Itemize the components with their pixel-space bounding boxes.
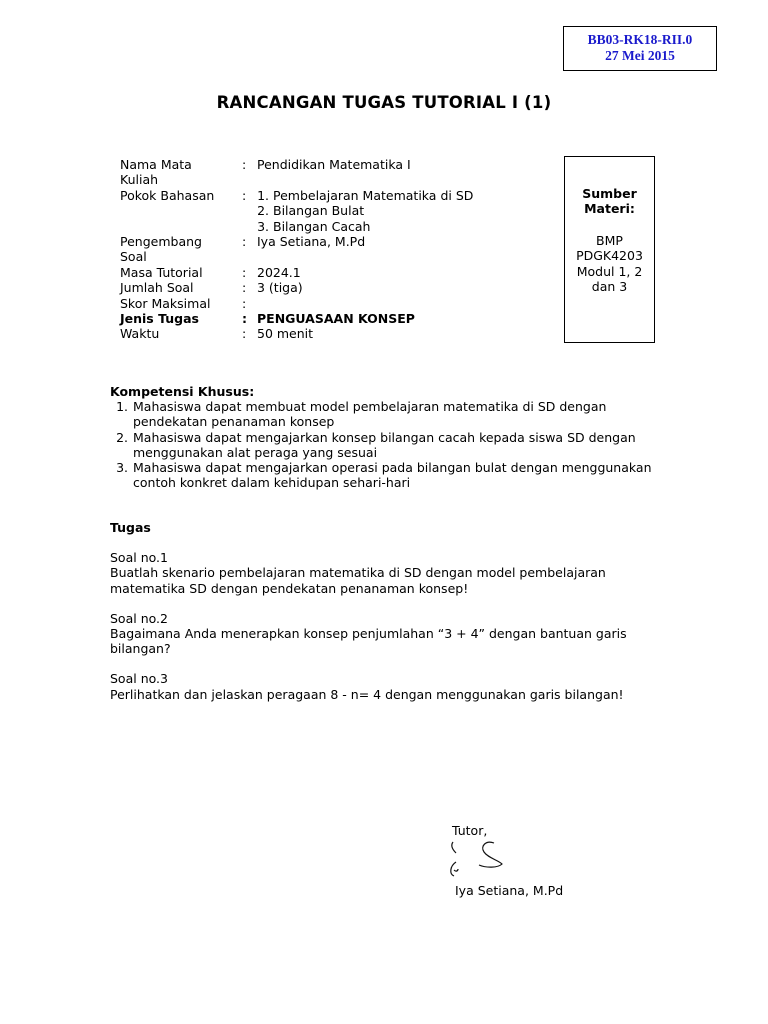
info-value-task-type: PENGUASAAN KONSEP: [257, 311, 415, 327]
info-colon: :: [242, 326, 247, 342]
signature-icon: [446, 838, 510, 880]
info-value-course: Pendidikan Matematika I: [257, 157, 411, 172]
question-text: Buatlah skenario pembelajaran matematika di SD dengan model pembelajaran matematika SD dengan pendekatan penanaman konsep!: [110, 565, 606, 596]
page-title: RANCANGAN TUGAS TUTORIAL I (1): [216, 93, 552, 112]
competency-heading: Kompetensi Khusus:: [110, 384, 255, 399]
info-colon: :: [242, 157, 247, 172]
info-value-developer: Iya Setiana, M.Pd: [257, 234, 366, 250]
info-label: Pengembang: [120, 234, 202, 250]
info-row-skor-maksimal: [120, 296, 560, 311]
info-colon: :: [242, 280, 247, 296]
topic-item: 1. Pembelajaran Matematika di SD: [273, 188, 560, 203]
question-label: Soal no.1: [110, 550, 168, 566]
document-code-box: [563, 26, 717, 71]
info-colon: :: [242, 295, 247, 311]
competency-item: 1. Mahasiswa dapat membuat model pembelajaran matematika di SD dengan pendekatan penanaman konsep: [132, 399, 670, 429]
task-heading: Tugas: [110, 520, 151, 535]
question-text: Perlihatkan dan jelaskan peragaan 8 - n= 4 dengan menggunakan garis bilangan!: [110, 686, 624, 702]
question-text: Bagaimana Anda menerapkan konsep penjumlahan “3 + 4” dengan bantuan garis bilangan?: [110, 626, 627, 657]
info-row-pengembang-soal: [120, 234, 560, 265]
tutor-name: Iya Setiana, M.Pd: [455, 883, 564, 898]
task-section: [110, 520, 670, 702]
source-line: PDGK4203: [576, 248, 643, 264]
info-row-jenis-tugas: [120, 311, 560, 326]
info-value-question-count: 3 (tiga): [257, 280, 303, 296]
info-label: Jumlah Soal: [120, 280, 194, 296]
source-heading: Materi:: [584, 201, 635, 217]
course-info-table: [120, 157, 560, 342]
info-label: Skor Maksimal: [120, 295, 211, 311]
info-row-jumlah-soal: [120, 280, 560, 295]
competency-item: 2. Mahasiswa dapat mengajarkan konsep bilangan cacah kepada siswa SD dengan menggunakan alat peraga yang sesuai: [132, 430, 670, 460]
source-line: dan 3: [591, 279, 628, 295]
source-material-box: [564, 156, 655, 343]
info-label: Masa Tutorial: [120, 264, 203, 280]
info-row-masa-tutorial: [120, 265, 560, 280]
info-colon: :: [242, 234, 247, 250]
document-date: 27 Mei 2015: [605, 48, 675, 63]
question-label: Soal no.2: [110, 610, 168, 626]
info-row-nama-mata-kuliah: [120, 157, 560, 188]
question-label: Soal no.3: [110, 671, 168, 687]
competency-item: 3. Mahasiswa dapat mengajarkan operasi pada bilangan bulat dengan menggunakan contoh konkret dalam kehidupan sehari-hari: [132, 460, 670, 490]
info-label: Pokok Bahasan: [120, 187, 215, 203]
info-colon: :: [242, 311, 247, 327]
tutor-label: Tutor,: [452, 823, 488, 838]
info-colon: :: [242, 264, 247, 280]
topic-item: 3. Bilangan Cacah: [273, 219, 560, 234]
info-label: Soal: [120, 249, 147, 265]
info-row-pokok-bahasan: [120, 188, 560, 234]
info-label: Waktu: [120, 326, 160, 342]
info-value-period: 2024.1: [257, 264, 301, 280]
competency-section: [110, 384, 670, 490]
info-label: Jenis Tugas: [120, 311, 199, 327]
topic-list: [257, 188, 560, 234]
document-code: BB03-RK18-RII.0: [587, 32, 693, 47]
info-label: Kuliah: [120, 172, 159, 188]
topic-item: 2. Bilangan Bulat: [273, 203, 560, 218]
source-line: BMP: [596, 232, 623, 248]
info-colon: :: [242, 187, 247, 203]
info-row-waktu: [120, 326, 560, 341]
info-value-max-score: [257, 296, 560, 311]
source-line: Modul 1, 2: [576, 263, 643, 279]
competency-list: [110, 399, 670, 490]
info-value-duration: 50 menit: [257, 326, 314, 342]
source-heading: Sumber: [582, 186, 637, 201]
info-label: Nama Mata: [120, 157, 192, 172]
